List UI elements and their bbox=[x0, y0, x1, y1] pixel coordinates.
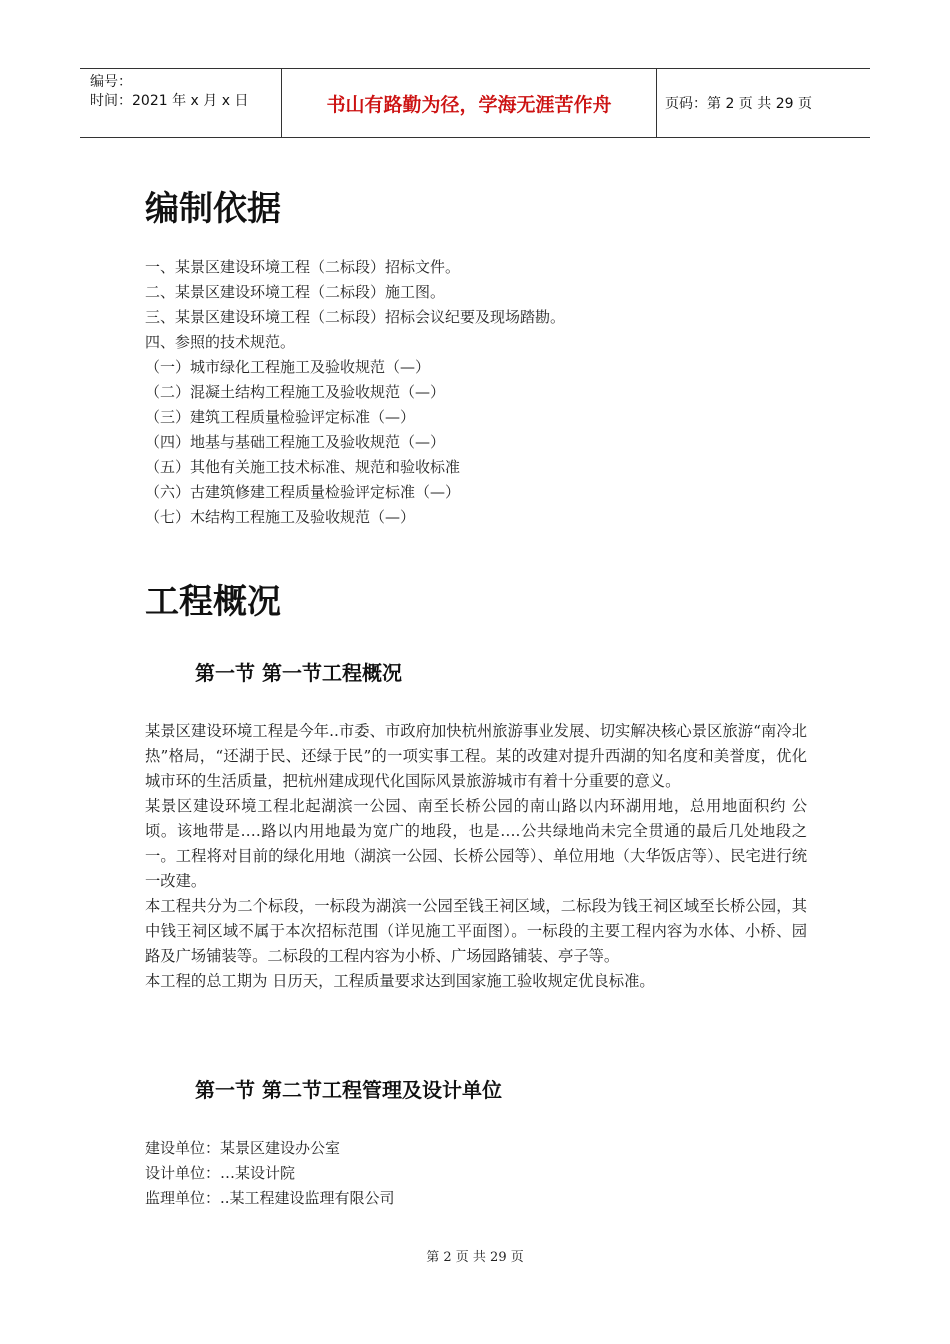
list-item: （三）建筑工程质量检验评定标准（—） bbox=[145, 408, 416, 426]
overview-paragraphs bbox=[145, 719, 807, 994]
list-item: 一、某景区建设环境工程（二标段）招标文件。 bbox=[145, 258, 461, 276]
basis-list bbox=[145, 255, 565, 530]
list-item: （四）地基与基础工程施工及验收规范（—） bbox=[145, 433, 446, 451]
paragraph: 某景区建设环境工程北起湖滨一公园、南至长桥公园的南山路以内环湖用地，总用地面积约 公顷。该地带是….路以内用地最为宽广的地段，也是….公共绿地尚未完全贯通的最后几处地段之一。工程将对目前的绿化用地（湖滨一公园、长桥公园等）、单位用地（大华饭店等）、民宅进行统一改建。 bbox=[145, 797, 807, 890]
section-title-basis: 编制依据 bbox=[145, 189, 281, 229]
list-item: （一）城市绿化工程施工及验收规范（—） bbox=[145, 358, 431, 376]
header-number-label: 编号： bbox=[90, 74, 132, 90]
page-header bbox=[80, 68, 870, 138]
list-item: 监理单位：..某工程建设监理有限公司 bbox=[145, 1189, 395, 1207]
list-item: 设计单位：…某设计院 bbox=[145, 1164, 296, 1182]
list-item: （七）木结构工程施工及验收规范（—） bbox=[145, 508, 416, 526]
subsection-title-overview: 第一节 第一节工程概况 bbox=[195, 661, 402, 685]
list-item: （二）混凝土结构工程施工及验收规范（—） bbox=[145, 383, 446, 401]
list-item: 三、某景区建设环境工程（二标段）招标会议纪要及现场踏勘。 bbox=[145, 308, 566, 326]
units-list bbox=[145, 1136, 395, 1211]
section-title-overview: 工程概况 bbox=[145, 582, 281, 622]
header-meta bbox=[80, 69, 282, 137]
header-motto: 书山有路勤为径，学海无涯苦作舟 bbox=[282, 69, 657, 137]
list-item: 二、某景区建设环境工程（二标段）施工图。 bbox=[145, 283, 446, 301]
list-item: （六）古建筑修建工程质量检验评定标准（—） bbox=[145, 483, 461, 501]
list-item: 四、参照的技术规范。 bbox=[145, 333, 296, 351]
paragraph: 某景区建设环境工程是今年..市委、市政府加快杭州旅游事业发展、切实解决核心景区旅游“南冷北热”格局，“还湖于民、还绿于民”的一项实事工程。某的改建对提升西湖的知名度和美誉度，优化城市环的生活质量，把杭州建成现代化国际风景旅游城市有着十分重要的意义。 bbox=[145, 722, 807, 790]
paragraph: 本工程的总工期为 日历天，工程质量要求达到国家施工验收规定优良标准。 bbox=[145, 972, 655, 990]
list-item: （五）其他有关施工技术标准、规范和验收标准 bbox=[145, 458, 461, 476]
page-footer: 第 2 页 共 29 页 bbox=[426, 1250, 524, 1265]
list-item: 建设单位：某景区建设办公室 bbox=[145, 1139, 341, 1157]
header-page-label: 页码：第 2 页 共 29 页 bbox=[665, 96, 812, 112]
header-time-label: 时间：2021 年 x 月 x 日 bbox=[90, 93, 249, 109]
paragraph: 本工程共分为二个标段，一标段为湖滨一公园至钱王祠区域，二标段为钱王祠区域至长桥公园，其中钱王祠区域不属于本次招标范围（详见施工平面图）。一标段的主要工程内容为水体、小桥、园路及广场铺装等。二标段的工程内容为小桥、广场园路铺装、亭子等。 bbox=[145, 897, 807, 965]
subsection-title-management: 第一节 第二节工程管理及设计单位 bbox=[195, 1078, 502, 1102]
